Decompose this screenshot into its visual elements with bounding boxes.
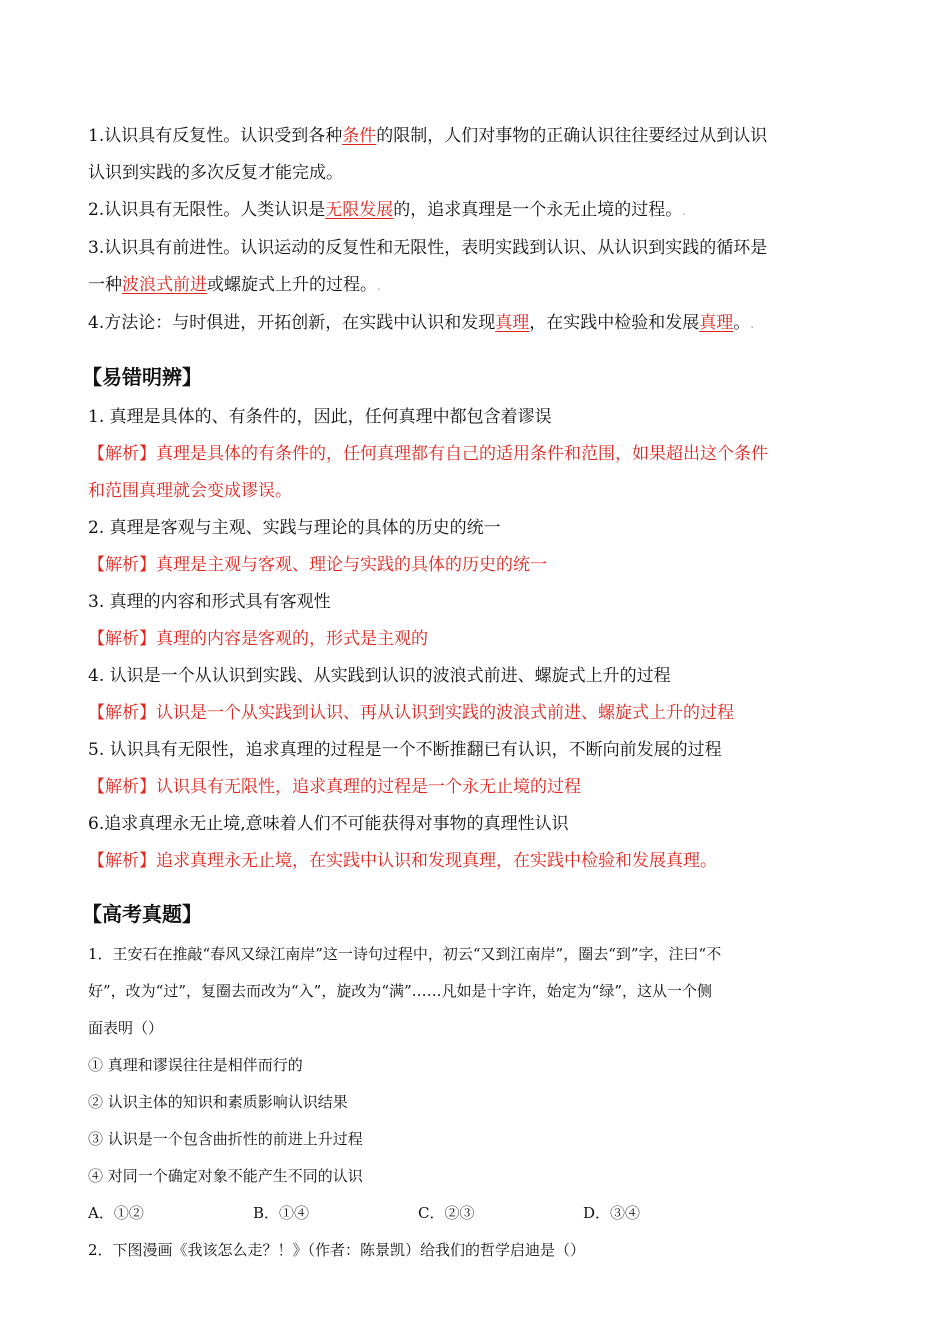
option-b: B．①④: [253, 1204, 310, 1222]
question-2: 2．下图漫画《我该怎么走？！》（作者：陈景凯）给我们的哲学启迪是（）: [88, 1241, 586, 1259]
question-1-item-1: ① 真理和谬误往往是相伴而行的: [88, 1056, 303, 1074]
document-page: [82, 118, 868, 1269]
point-line-4: 3.认识具有前进性。认识运动的反复性和无限性，表明实践到认识、从认识到实践的循环是: [88, 238, 768, 258]
error-question-4: 4. 认识是一个从认识到实践、从实践到认识的波浪式前进、螺旋式上升的过程: [88, 666, 671, 686]
keyword-truth-1: 真理: [495, 313, 530, 333]
keyword-truth-2: 真理: [699, 313, 734, 333]
question-1-line-1: 1．王安石在推敲“春风又绿江南岸”这一诗句过程中，初云“又到江南岸”，圈去“到”字，注曰“不: [88, 945, 722, 963]
paragraph-mark: .: [750, 317, 755, 331]
question-1-item-3: ③ 认识是一个包含曲折性的前进上升过程: [88, 1130, 363, 1148]
question-1-line-2: 好”，改为“过”，复圈去而改为“入”，旋改为“满”……凡如是十字许，始定为“绿”，这从一个侧: [88, 982, 713, 1000]
point-line-6: 4.方法论：与时俱进，开拓创新，在实践中认识和发现真理，在实践中检验和发展真理。.: [88, 313, 755, 333]
keyword-conditions: 条件: [342, 126, 377, 146]
point-line-2: 认识到实践的多次反复才能完成。: [88, 163, 343, 183]
option-d: D．③④: [583, 1204, 641, 1222]
error-analysis-2: 【解析】真理是主观与客观、理论与实践的具体的历史的统一: [88, 555, 547, 575]
keyword-infinite-development: 无限发展: [325, 200, 394, 220]
option-c: C．②③: [418, 1204, 475, 1222]
question-1-item-2: ② 认识主体的知识和素质影响认识结果: [88, 1093, 348, 1111]
keyword-wave-progress: 波浪式前进: [122, 275, 207, 295]
question-1-item-4: ④ 对同一个确定对象不能产生不同的认识: [88, 1167, 363, 1185]
error-question-6: 6.追求真理永无止境,意味着人们不可能获得对事物的真理性认识: [88, 814, 569, 834]
paragraph-mark: .: [377, 279, 381, 293]
option-a: A．①②: [88, 1204, 144, 1222]
point-line-1: 1.认识具有反复性。认识受到各种条件的限制，人们对事物的正确认识往往要经过从到认识: [88, 126, 768, 146]
point-line-3: 2.认识具有无限性。人类认识是无限发展的，追求真理是一个永无止境的过程。.: [88, 200, 687, 220]
section-title-exam-questions: 【高考真题】: [82, 902, 202, 926]
error-question-3: 3. 真理的内容和形式具有客观性: [88, 592, 331, 612]
error-analysis-3: 【解析】真理的内容是客观的，形式是主观的: [88, 629, 428, 649]
error-analysis-6: 【解析】追求真理永无止境，在实践中认识和发现真理，在实践中检验和发展真理。: [88, 851, 717, 871]
error-question-1: 1. 真理是具体的、有条件的，因此，任何真理中都包含着谬误: [88, 407, 552, 427]
question-1-line-3: 面表明（）: [88, 1019, 164, 1037]
error-question-2: 2. 真理是客观与主观、实践与理论的具体的历史的统一: [88, 518, 501, 538]
question-1-options: [88, 1195, 868, 1232]
section-title-common-errors: 【易错明辨】: [82, 365, 202, 389]
point-line-5: 一种波浪式前进或螺旋式上升的过程。.: [88, 275, 381, 295]
paragraph-mark: .: [682, 204, 687, 218]
error-question-5: 5. 认识具有无限性，追求真理的过程是一个不断推翻已有认识，不断向前发展的过程: [88, 740, 722, 760]
error-analysis-4: 【解析】认识是一个从实践到认识、再从认识到实践的波浪式前进、螺旋式上升的过程: [88, 703, 734, 723]
error-analysis-1a: 【解析】真理是具体的有条件的，任何真理都有自己的适用条件和范围，如果超出这个条件: [88, 444, 768, 464]
error-analysis-1b: 和范围真理就会变成谬误。: [88, 481, 292, 501]
error-analysis-5: 【解析】认识具有无限性，追求真理的过程是一个永无止境的过程: [88, 777, 581, 797]
